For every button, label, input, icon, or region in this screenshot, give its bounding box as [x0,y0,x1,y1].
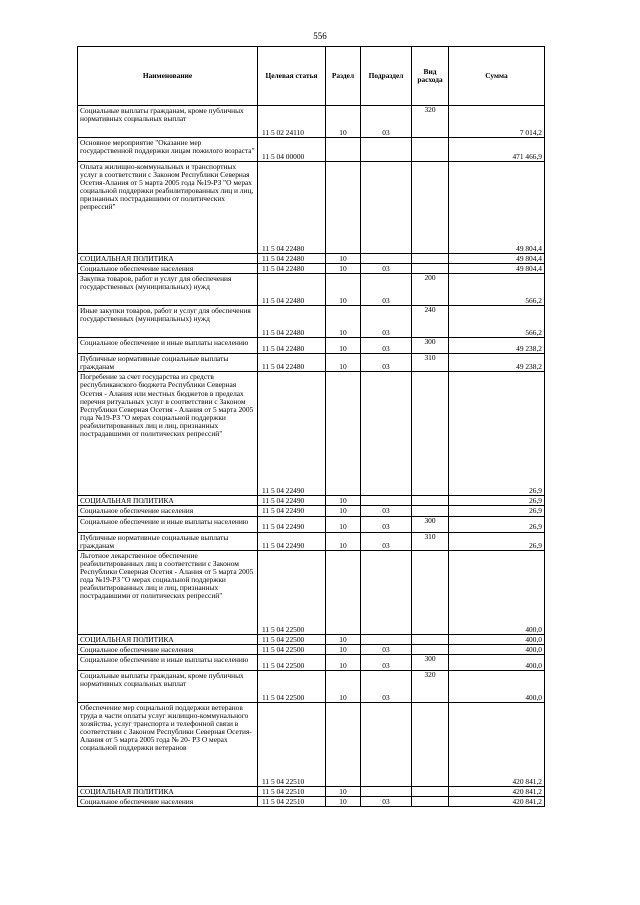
row-section: 10 [326,516,361,532]
row-expense-type [412,634,449,644]
row-amount: 420 841,2 [449,702,545,786]
table-row [78,264,545,274]
row-expense-type [412,254,449,264]
row-expense-type [412,797,449,807]
row-target: 11 5 04 22510 [258,797,326,807]
table-row [78,634,545,644]
row-subsection: 03 [361,264,412,274]
row-amount: 49 238,2 [449,338,545,354]
table-row [78,532,545,550]
row-expense-type [412,506,449,516]
row-expense-type [412,550,449,634]
row-amount: 400,0 [449,654,545,670]
row-name: Социальное обеспечение населения [78,644,258,654]
table-header-row [78,47,545,106]
row-amount: 26,9 [449,516,545,532]
header-subsection: Подраздел [361,47,412,106]
budget-table [77,46,545,807]
row-expense-type: 300 [412,516,449,532]
row-subsection: 03 [361,354,412,372]
row-expense-type [412,702,449,786]
row-name: Социальные выплаты гражданам, кроме публичных нормативных социальных выплат [78,106,258,138]
table-row [78,550,545,634]
row-section: 10 [326,797,361,807]
row-target: 11 5 04 22500 [258,634,326,644]
row-name: Социальное обеспечение населения [78,506,258,516]
row-section: 10 [326,254,361,264]
table-row [78,516,545,532]
row-section [326,550,361,634]
row-subsection: 03 [361,338,412,354]
table-body [78,106,545,807]
row-expense-type [412,786,449,796]
row-section: 10 [326,644,361,654]
row-target: 11 5 04 22500 [258,670,326,702]
row-name: Льготное лекарственное обеспечение реабилитированных лиц в соответствии с Законом Республики Северная Осетия - Алания от 5 марта 2005 года №19-РЗ "О мерах социальной поддержки реабилитированных лиц и лиц, признанных пострадавшими от политических репрессий" [78,550,258,634]
row-target: 11 5 04 22490 [258,496,326,506]
row-target: 11 5 04 22490 [258,506,326,516]
table-row [78,496,545,506]
row-subsection [361,550,412,634]
row-name: Социальное обеспечение и иные выплаты населению [78,654,258,670]
row-amount: 566,2 [449,306,545,338]
table-row [78,338,545,354]
row-target: 11 5 04 22490 [258,532,326,550]
row-section: 10 [326,338,361,354]
row-section: 10 [326,532,361,550]
table-row [78,797,545,807]
header-expense-type: Вид расхода [412,47,449,106]
header-amount: Сумма [449,47,545,106]
table-row [78,670,545,702]
row-name: Обеспечение мер социальной поддержки ветеранов труда в части оплаты услуг жилищно-коммунального хозяйства, услуг транспорта и телефонной связи в соответствии с Законом Республики Северная Осетия-Алания от 5 марта 2005 года № 20- РЗ О мерах социальной поддержки ветеранов [78,702,258,786]
row-target: 11 5 04 22490 [258,372,326,496]
page-number: 556 [313,31,327,41]
row-target: 11 5 04 00000 [258,138,326,162]
row-name: Закупка товаров, работ и услуг для обеспечения государственных (муниципальных) нужд [78,274,258,306]
row-name: Иные закупки товаров, работ и услуг для обеспечения государственных (муниципальных) нужд [78,306,258,338]
row-target: 11 5 02 24110 [258,106,326,138]
row-subsection [361,138,412,162]
row-amount: 400,0 [449,670,545,702]
table-row [78,306,545,338]
row-target: 11 5 04 22480 [258,338,326,354]
row-subsection: 03 [361,306,412,338]
row-name: Публичные нормативные социальные выплаты гражданам [78,354,258,372]
row-name: СОЦИАЛЬНАЯ ПОЛИТИКА [78,254,258,264]
row-amount: 400,0 [449,634,545,644]
row-section: 10 [326,670,361,702]
row-amount: 49 804,4 [449,264,545,274]
row-name: СОЦИАЛЬНАЯ ПОЛИТИКА [78,496,258,506]
row-amount: 400,0 [449,550,545,634]
row-amount: 49 238,2 [449,354,545,372]
row-section: 10 [326,496,361,506]
row-name: Публичные нормативные социальные выплаты гражданам [78,532,258,550]
table-row [78,702,545,786]
row-section: 10 [326,506,361,516]
row-amount: 26,9 [449,506,545,516]
row-subsection: 03 [361,654,412,670]
row-target: 11 5 04 22480 [258,162,326,254]
row-target: 11 5 04 22490 [258,516,326,532]
row-target: 11 5 04 22500 [258,550,326,634]
row-section [326,138,361,162]
row-expense-type: 320 [412,106,449,138]
row-subsection: 03 [361,506,412,516]
row-amount: 49 804,4 [449,254,545,264]
row-subsection [361,162,412,254]
table-row [78,786,545,796]
row-section [326,372,361,496]
row-name: СОЦИАЛЬНАЯ ПОЛИТИКА [78,786,258,796]
row-subsection [361,372,412,496]
row-expense-type: 300 [412,654,449,670]
row-section [326,162,361,254]
row-section: 10 [326,654,361,670]
row-target: 11 5 04 22480 [258,306,326,338]
row-target: 11 5 04 22480 [258,274,326,306]
table-row [78,138,545,162]
row-section: 10 [326,786,361,796]
row-target: 11 5 04 22480 [258,264,326,274]
row-expense-type: 310 [412,354,449,372]
row-subsection [361,786,412,796]
row-section: 10 [326,106,361,138]
row-amount: 49 804,4 [449,162,545,254]
row-expense-type [412,372,449,496]
header-target: Целевая статья [258,47,326,106]
row-expense-type [412,162,449,254]
table-row [78,644,545,654]
row-expense-type [412,264,449,274]
row-subsection: 03 [361,532,412,550]
row-section: 10 [326,634,361,644]
row-name: Социальные выплаты гражданам, кроме публичных нормативных социальных выплат [78,670,258,702]
row-expense-type: 310 [412,532,449,550]
row-amount: 26,9 [449,372,545,496]
row-expense-type [412,644,449,654]
row-section: 10 [326,306,361,338]
table-row [78,274,545,306]
table-row [78,106,545,138]
row-amount: 420 841,2 [449,786,545,796]
row-amount: 471 466,9 [449,138,545,162]
row-amount: 400,0 [449,644,545,654]
row-name: Оплата жилищно-коммунальных и транспортных услуг в соответствии с Законом Республики Северная Осетия-Алания от 5 марта 2005 года №19-РЗ "О мерах социальной поддержки реабилитированных лиц и лиц, признанных пострадавшими от политических репрессий" [78,162,258,254]
row-amount: 420 841,2 [449,797,545,807]
row-section: 10 [326,264,361,274]
row-target: 11 5 04 22480 [258,354,326,372]
row-section [326,702,361,786]
row-target: 11 5 04 22500 [258,644,326,654]
table-row [78,162,545,254]
header-section: Раздел [326,47,361,106]
row-target: 11 5 04 22510 [258,702,326,786]
table-row [78,506,545,516]
row-amount: 566,2 [449,274,545,306]
row-name: Социальное обеспечение населения [78,264,258,274]
row-amount: 26,9 [449,496,545,506]
row-name: Социальное обеспечение и иные выплаты населению [78,338,258,354]
row-target: 11 5 04 22500 [258,654,326,670]
row-subsection [361,634,412,644]
row-subsection [361,254,412,264]
row-subsection: 03 [361,670,412,702]
row-amount: 7 014,2 [449,106,545,138]
row-name: Социальное обеспечение населения [78,797,258,807]
table-row [78,354,545,372]
row-name: СОЦИАЛЬНАЯ ПОЛИТИКА [78,634,258,644]
table-row [78,654,545,670]
row-subsection: 03 [361,797,412,807]
table-row [78,254,545,264]
row-subsection: 03 [361,516,412,532]
row-name: Основное мероприятие "Оказание мер государственной поддержки лицам пожилого возраста" [78,138,258,162]
row-amount: 26,9 [449,532,545,550]
row-subsection: 03 [361,106,412,138]
row-target: 11 5 04 22510 [258,786,326,796]
row-section: 10 [326,274,361,306]
row-section: 10 [326,354,361,372]
row-name: Социальное обеспечение и иные выплаты населению [78,516,258,532]
row-subsection: 03 [361,274,412,306]
row-expense-type: 320 [412,670,449,702]
row-target: 11 5 04 22480 [258,254,326,264]
table-row [78,372,545,496]
row-expense-type: 300 [412,338,449,354]
row-name: Погребение за счет государства из средств республиканского бюджета Республики Северная Осетия - Алания или местных бюджетов в пределах перечня ритуальных услуг в соответствии с Законом Республики Северная Осетия - Алания от 5 марта 2005 года №19-РЗ "О мерах социальной поддержки реабилитированных лиц и лиц, признанных пострадавшими от политических репрессий" [78,372,258,496]
row-expense-type: 240 [412,306,449,338]
row-expense-type: 200 [412,274,449,306]
row-subsection [361,702,412,786]
row-subsection: 03 [361,644,412,654]
row-expense-type [412,138,449,162]
row-subsection [361,496,412,506]
row-expense-type [412,496,449,506]
header-name: Наименование [78,47,258,106]
